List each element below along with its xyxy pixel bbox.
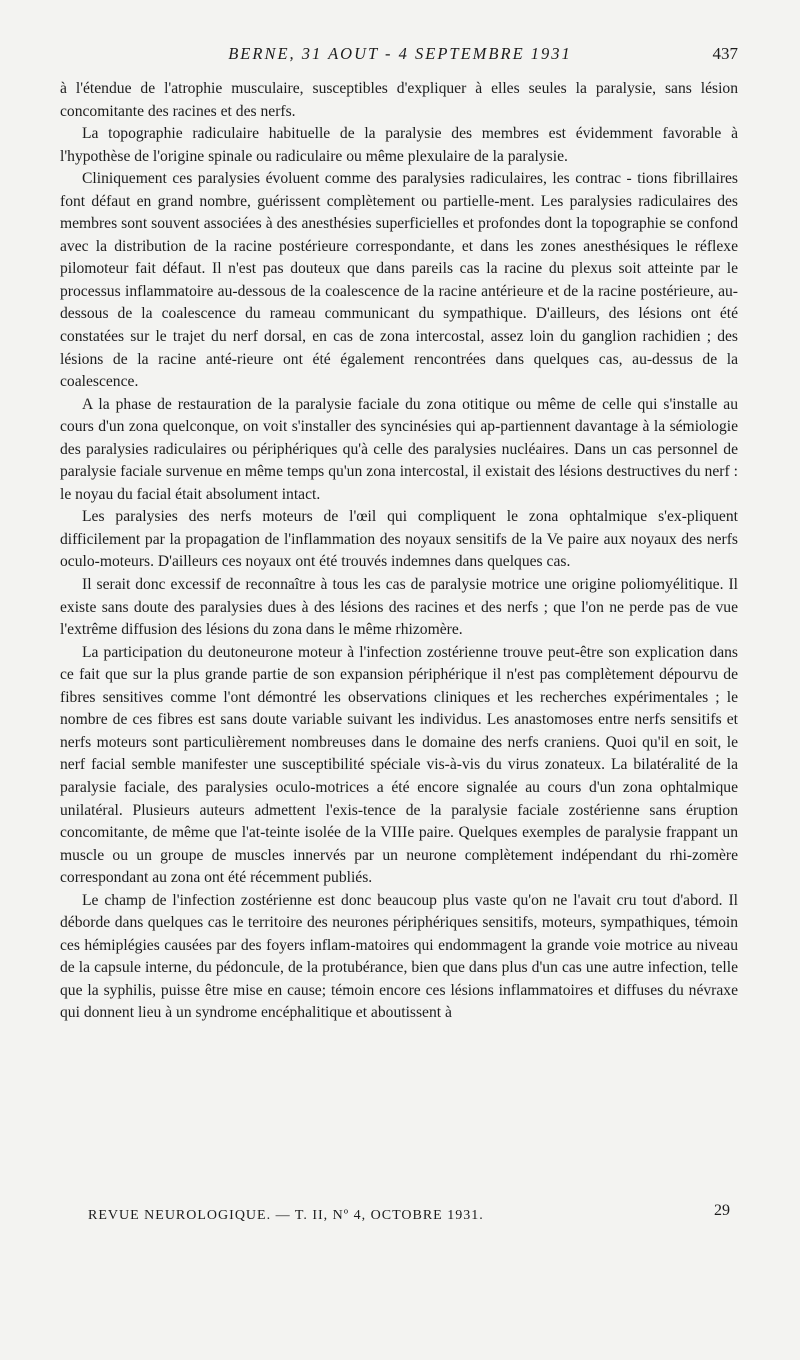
paragraph: La topographie radiculaire habituelle de la paralysie des membres est évidemment favorable à l'hypothèse de l'origine spinale ou radiculaire ou même plexulaire de la paralysie. [60, 125, 738, 165]
paragraph: Il serait donc excessif de reconnaître à tous les cas de paralysie motrice une origine poliomyélitique. Il existe sans doute des paralysies dues à des lésions des racines et des nerfs ; que l'on ne perde pas de vue l'extrême diffusion des lésions du zona dans le même rhizomère. [60, 576, 738, 639]
paragraph: Cliniquement ces paralysies évoluent comme des paralysies radiculaires, les contrac - tions fibrillaires font défaut en grand nombre, guérissent complètement ou partielle-ment. Les paralysies radiculaires des membres sont souvent associées à des anesthésies superficielles et profondes dont la topographie se confond avec la distribution de la racine postérieure correspondante, et dans les zones anesthésiques le réflexe pilomoteur fait défaut. Il n'est pas douteux que dans pareils cas la racine du plexus soit atteinte par le processus inflammatoire au-dessous de la coalescence de la racine antérieure et de la racine postérieure, au-dessous de la coalescence du rameau communicant du sympathique. D'ailleurs, des lésions ont été constatées sur le trajet du nerf dorsal, en cas de zona intercostal, assez loin du ganglion rachidien ; des lésions de la racine anté-rieure ont été également rencontrées dans quelques cas, au-dessus de la coalescence. [60, 170, 738, 391]
paragraph: Les paralysies des nerfs moteurs de l'œil qui compliquent le zona ophtalmique s'ex-pliquent difficilement par la propagation de l'inflammation des noyaux sensitifs de la Ve paire aux noyaux des nerfs oculo-moteurs. D'ailleurs ces noyaux ont été trouvés indemnes dans quelques cas. [60, 508, 738, 571]
running-title: BERNE, 31 AOUT - 4 SEPTEMBRE 1931 [228, 44, 572, 63]
page-footer [88, 1202, 738, 1232]
signature-mark: 29 [714, 1202, 730, 1219]
page-number: 437 [712, 44, 738, 63]
body-text [60, 78, 738, 1025]
paragraph: à l'étendue de l'atrophie musculaire, susceptibles d'expliquer à elles seules la paralysie, sans lésion concomitante des racines et des nerfs. [60, 80, 738, 120]
running-header [60, 44, 740, 70]
paragraph: La participation du deutoneurone moteur à l'infection zostérienne trouve peut-être son explication dans ce fait que sur la plus grande partie de son expansion périphérique il n'est pas complètement dépourvu de fibres sensitives comme l'ont démontré les observations cliniques et les recherches expérimentales ; le nombre de ces fibres est sans doute variable suivant les individus. Les anastomoses entre nerfs sensitifs et nerfs moteurs sont particulièrement nombreuses dans le domaine des nerfs craniens. Quoi qu'il en soit, le nerf facial semble manifester une susceptibilité spéciale vis-à-vis du virus zonateux. La bilatéralité de la paralysie faciale, des paralysies oculo-motrices a été encore signalée au cours d'un zona ophtalmique unilatéral. Plusieurs auteurs admettent l'exis-tence de la paralysie faciale zostérienne sans éruption concomitante, de même que l'at-teinte isolée de la VIIIe paire. Quelques exemples de paralysie frappant un muscle ou un groupe de muscles innervés par un neurone complètement indépendant du rhi-zomère correspondant au zona ont été récemment publiés. [60, 643, 738, 887]
paragraph: A la phase de restauration de la paralysie faciale du zona otitique ou même de celle qui s'installe au cours d'un zona quelconque, on voit s'installer des syncinésies qui ap-partiennent davantage à la sémiologie des paralysies radiculaires ou périphériques qu'à celle des paralysies nucléaires. Dans un cas personnel de paralysie faciale survenue en même temps qu'un zona intercostal, il existait des lésions destructives du nerf : le noyau du facial était absolument intact. [60, 395, 738, 503]
paragraph: Le champ de l'infection zostérienne est donc beaucoup plus vaste qu'on ne l'avait cru tout d'abord. Il déborde dans quelques cas le territoire des neurones périphériques sensitifs, moteurs, sympathiques, témoin ces hémiplégies causées par des foyers inflam-matoires qui endommagent la grande voie motrice au niveau de la capsule interne, du pédoncule, de la protubérance, bien que dans plus d'un cas une autre infection, telle que la syphilis, puisse être mise en cause; témoin encore ces lésions inflammatoires et diffuses du névraxe qui donnent lieu à un syndrome encéphalitique et aboutissent à [60, 891, 738, 1022]
journal-citation: REVUE NEUROLOGIQUE. — T. II, Nº 4, OCTOBRE 1931. [88, 1208, 484, 1223]
